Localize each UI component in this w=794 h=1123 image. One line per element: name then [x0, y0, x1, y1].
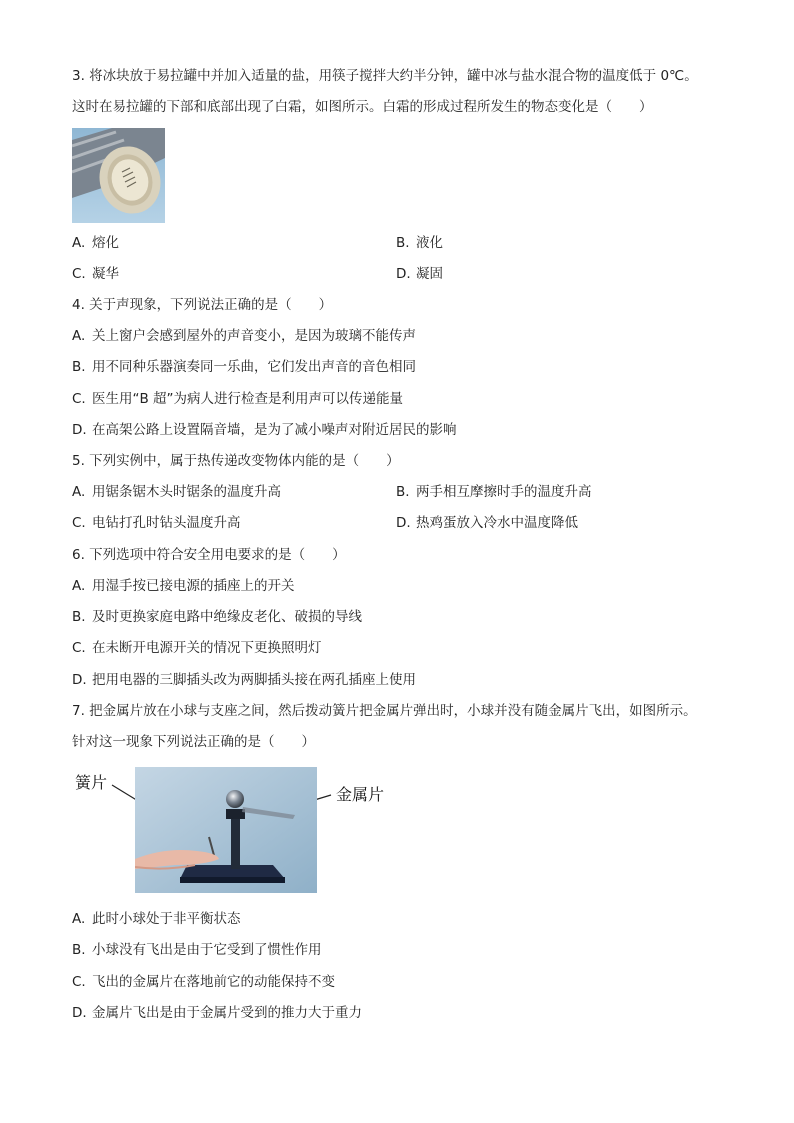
q6-option-a: A. 用湿手按已接电源的插座上的开关 — [72, 578, 295, 594]
q7-option-d: D. 金属片飞出是由于金属片受到的推力大于重力 — [72, 1005, 362, 1021]
q7-option-b: B. 小球没有飞出是由于它受到了惯性作用 — [72, 942, 322, 958]
q3-option-d: D. 凝固 — [396, 266, 443, 282]
q3-option-a: A. 熔化 — [72, 235, 119, 251]
q4-option-d: D. 在高架公路上设置隔音墙，是为了减小噪声对附近居民的影响 — [72, 422, 457, 438]
q3-option-c: C. 凝华 — [72, 266, 119, 282]
q6-option-d: D. 把用电器的三脚插头改为两脚插头接在两孔插座上使用 — [72, 672, 416, 688]
q4-option-b: B. 用不同种乐器演奏同一乐曲，它们发出声音的音色相同 — [72, 359, 416, 375]
q6-option-c: C. 在未断开电源开关的情况下更换照明灯 — [72, 640, 322, 656]
q4-option-c: C. 医生用“B 超”为病人进行检查是利用声可以传递能量 — [72, 391, 404, 407]
q6-option-b: B. 及时更换家庭电路中绝缘皮老化、破损的导线 — [72, 609, 362, 625]
q5-option-a: A. 用锯条锯木头时锯条的温度升高 — [72, 484, 281, 500]
q3-stem-line-2: 这时在易拉罐的下部和底部出现了白霜，如图所示。白霜的形成过程所发生的物态变化是（ ） — [72, 99, 653, 115]
q7-stem-line-1: 7. 把金属片放在小球与支座之间，然后拨动簧片把金属片弹出时，小球并没有随金属片飞出，如图所示。 — [72, 703, 697, 719]
q3-stem-line-1: 3. 将冰块放于易拉罐中并加入适量的盐，用筷子搅拌大约半分钟，罐中冰与盐水混合物的温度低于 0℃。 — [72, 68, 698, 84]
label-reed: 簧片 — [75, 773, 108, 792]
q5-stem: 5. 下列实例中，属于热传递改变物体内能的是（ ） — [72, 453, 400, 469]
q4-option-a: A. 关上窗户会感到屋外的声音变小，是因为玻璃不能传声 — [72, 328, 416, 344]
label-metal-sheet: 金属片 — [336, 785, 385, 804]
q7-inertia-photo — [135, 767, 317, 893]
q5-option-c: C. 电钻打孔时钻头温度升高 — [72, 515, 241, 531]
q7-stem-line-2: 针对这一现象下列说法正确的是（ ） — [72, 734, 315, 750]
q6-stem: 6. 下列选项中符合安全用电要求的是（ ） — [72, 547, 346, 563]
q5-option-d: D. 热鸡蛋放入冷水中温度降低 — [396, 515, 578, 531]
q7-option-c: C. 飞出的金属片在落地前它的动能保持不变 — [72, 974, 335, 990]
q7-option-a: A. 此时小球处于非平衡状态 — [72, 911, 241, 927]
q3-option-b: B. 液化 — [396, 235, 443, 251]
q4-stem: 4. 关于声现象，下列说法正确的是（ ） — [72, 297, 333, 313]
q5-option-b: B. 两手相互摩擦时手的温度升高 — [396, 484, 592, 500]
